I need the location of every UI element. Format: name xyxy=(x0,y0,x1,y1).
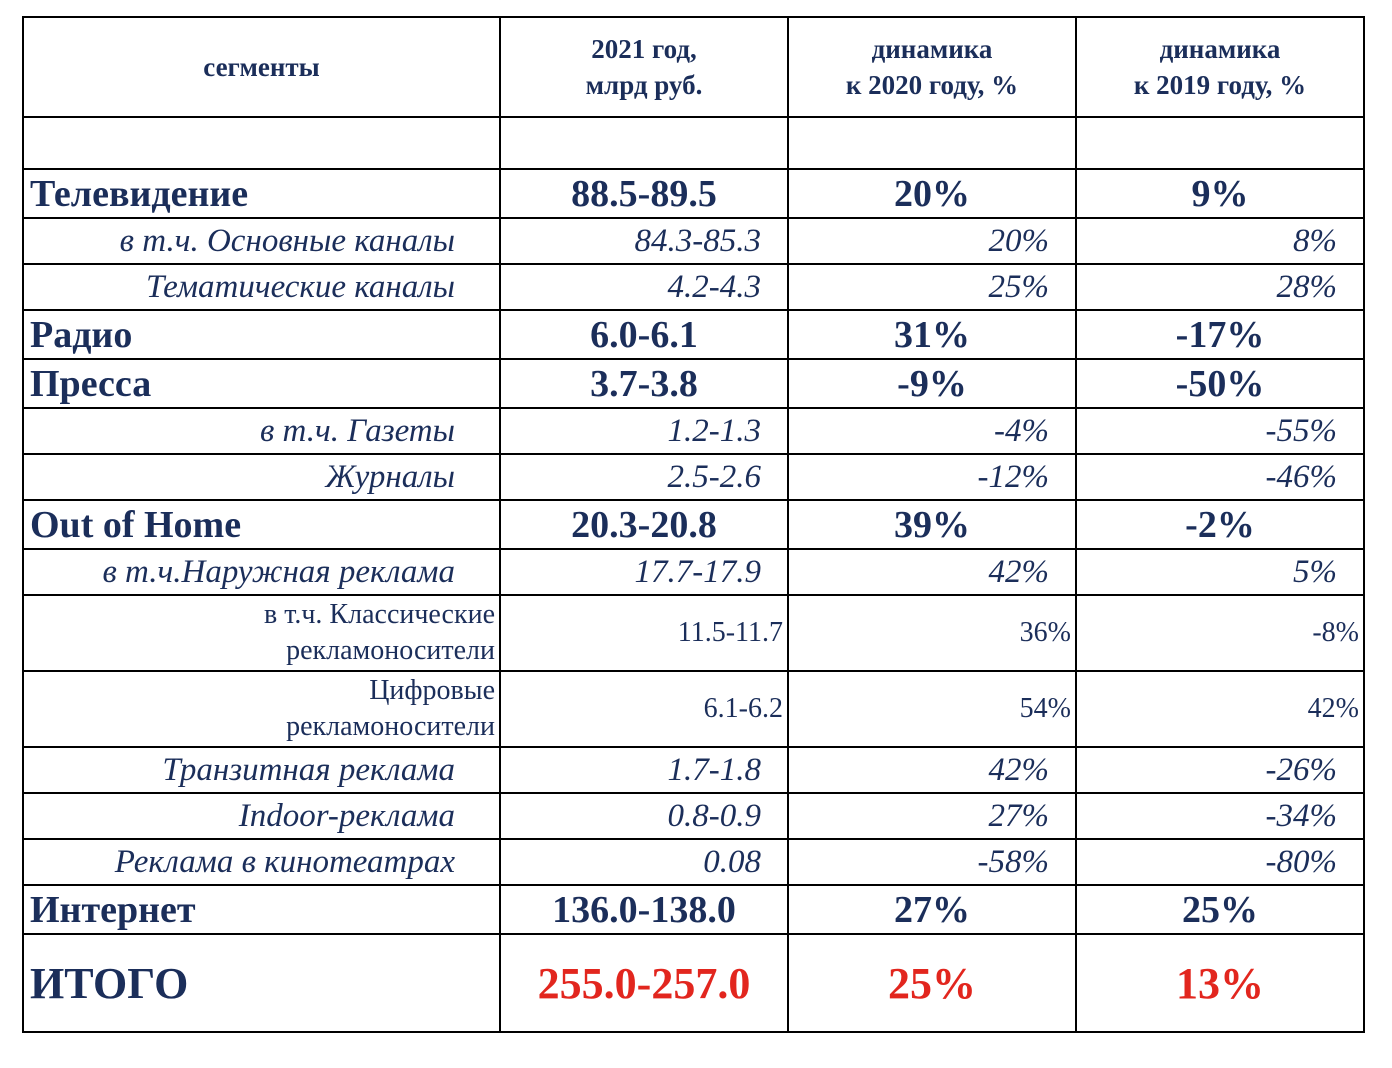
row-ooh-outdoor xyxy=(23,549,1364,595)
header-dynamics-2019-line2: к 2019 году, % xyxy=(1133,70,1307,100)
row-tv-thematic-channels xyxy=(23,264,1364,310)
header-dynamics-2019-line1: динамика xyxy=(1159,34,1281,64)
dynamics-2020: -12% xyxy=(788,454,1076,500)
segment-label: Телевидение xyxy=(23,169,500,218)
header-2021-line2: млрд руб. xyxy=(585,70,703,100)
dynamics-2019: 42% xyxy=(1076,671,1364,747)
segment-label: Out of Home xyxy=(23,500,500,549)
total-label: ИТОГО xyxy=(23,934,500,1032)
row-ooh-digital xyxy=(23,671,1364,747)
dynamics-2019: -46% xyxy=(1076,454,1364,500)
segment-label: в т.ч. Основные каналы xyxy=(23,218,500,264)
dynamics-2019: 9% xyxy=(1076,169,1364,218)
dynamics-2019: -50% xyxy=(1076,359,1364,408)
total-value-2021: 255.0-257.0 xyxy=(500,934,788,1032)
dynamics-2020: 42% xyxy=(788,549,1076,595)
value-2021: 6.1-6.2 xyxy=(500,671,788,747)
segment-label-line2: рекламоносители xyxy=(286,711,495,742)
blank-cell xyxy=(788,117,1076,169)
row-radio xyxy=(23,310,1364,359)
segment-label-line2: рекламоносители xyxy=(286,635,495,666)
segment-label: Журналы xyxy=(23,454,500,500)
row-ooh-classic xyxy=(23,595,1364,671)
dynamics-2019: 28% xyxy=(1076,264,1364,310)
segment-label: Пресса xyxy=(23,359,500,408)
segment-label: в т.ч.Наружная реклама xyxy=(23,549,500,595)
value-2021: 4.2-4.3 xyxy=(500,264,788,310)
row-tv-main-channels xyxy=(23,218,1364,264)
ad-market-table xyxy=(22,16,1365,1033)
segment-label: Indoor-реклама xyxy=(23,793,500,839)
value-2021: 1.2-1.3 xyxy=(500,408,788,454)
dynamics-2019: 25% xyxy=(1076,885,1364,934)
value-2021: 88.5-89.5 xyxy=(500,169,788,218)
dynamics-2019: -2% xyxy=(1076,500,1364,549)
dynamics-2020: 25% xyxy=(788,264,1076,310)
value-2021: 0.08 xyxy=(500,839,788,885)
row-tv xyxy=(23,169,1364,218)
header-dynamics-2020-line1: динамика xyxy=(871,34,993,64)
dynamics-2020: 42% xyxy=(788,747,1076,793)
dynamics-2020: 39% xyxy=(788,500,1076,549)
dynamics-2019: 8% xyxy=(1076,218,1364,264)
blank-cell xyxy=(500,117,788,169)
dynamics-2020: 27% xyxy=(788,885,1076,934)
dynamics-2020: 20% xyxy=(788,218,1076,264)
dynamics-2020: 20% xyxy=(788,169,1076,218)
dynamics-2020: 31% xyxy=(788,310,1076,359)
value-2021: 136.0-138.0 xyxy=(500,885,788,934)
total-dynamics-2019: 13% xyxy=(1076,934,1364,1032)
header-2021-line1: 2021 год, xyxy=(591,34,697,64)
dynamics-2020: -58% xyxy=(788,839,1076,885)
dynamics-2019: -55% xyxy=(1076,408,1364,454)
row-total xyxy=(23,934,1364,1032)
value-2021: 0.8-0.9 xyxy=(500,793,788,839)
header-dynamics-2020-line2: к 2020 году, % xyxy=(845,70,1019,100)
value-2021: 6.0-6.1 xyxy=(500,310,788,359)
segment-label xyxy=(23,671,500,747)
segment-label: Тематические каналы xyxy=(23,264,500,310)
header-2021 xyxy=(500,17,788,117)
segment-label-line1: Цифровые xyxy=(369,675,495,706)
segment-label: Радио xyxy=(23,310,500,359)
segment-label-line1: в т.ч. Классические xyxy=(264,599,495,630)
row-ooh-cinema xyxy=(23,839,1364,885)
value-2021: 20.3-20.8 xyxy=(500,500,788,549)
value-2021: 2.5-2.6 xyxy=(500,454,788,500)
header-row xyxy=(23,17,1364,117)
dynamics-2019: -34% xyxy=(1076,793,1364,839)
total-dynamics-2020: 25% xyxy=(788,934,1076,1032)
dynamics-2020: -9% xyxy=(788,359,1076,408)
dynamics-2020: 27% xyxy=(788,793,1076,839)
value-2021: 3.7-3.8 xyxy=(500,359,788,408)
value-2021: 1.7-1.8 xyxy=(500,747,788,793)
row-press xyxy=(23,359,1364,408)
row-internet xyxy=(23,885,1364,934)
row-out-of-home xyxy=(23,500,1364,549)
segment-label: Интернет xyxy=(23,885,500,934)
blank-cell xyxy=(1076,117,1364,169)
dynamics-2020: 54% xyxy=(788,671,1076,747)
value-2021: 84.3-85.3 xyxy=(500,218,788,264)
blank-row xyxy=(23,117,1364,169)
value-2021: 11.5-11.7 xyxy=(500,595,788,671)
row-press-magazines xyxy=(23,454,1364,500)
row-press-newspapers xyxy=(23,408,1364,454)
segment-label: Транзитная реклама xyxy=(23,747,500,793)
segment-label xyxy=(23,595,500,671)
blank-cell xyxy=(23,117,500,169)
segment-label: Реклама в кинотеатрах xyxy=(23,839,500,885)
header-dynamics-2020 xyxy=(788,17,1076,117)
header-segments: сегменты xyxy=(23,17,500,117)
dynamics-2019: -26% xyxy=(1076,747,1364,793)
segment-label: в т.ч. Газеты xyxy=(23,408,500,454)
dynamics-2019: -80% xyxy=(1076,839,1364,885)
dynamics-2019: 5% xyxy=(1076,549,1364,595)
dynamics-2019: -8% xyxy=(1076,595,1364,671)
dynamics-2020: -4% xyxy=(788,408,1076,454)
row-ooh-indoor xyxy=(23,793,1364,839)
header-dynamics-2019 xyxy=(1076,17,1364,117)
row-ooh-transit xyxy=(23,747,1364,793)
dynamics-2020: 36% xyxy=(788,595,1076,671)
table-container xyxy=(22,16,1363,1033)
value-2021: 17.7-17.9 xyxy=(500,549,788,595)
dynamics-2019: -17% xyxy=(1076,310,1364,359)
